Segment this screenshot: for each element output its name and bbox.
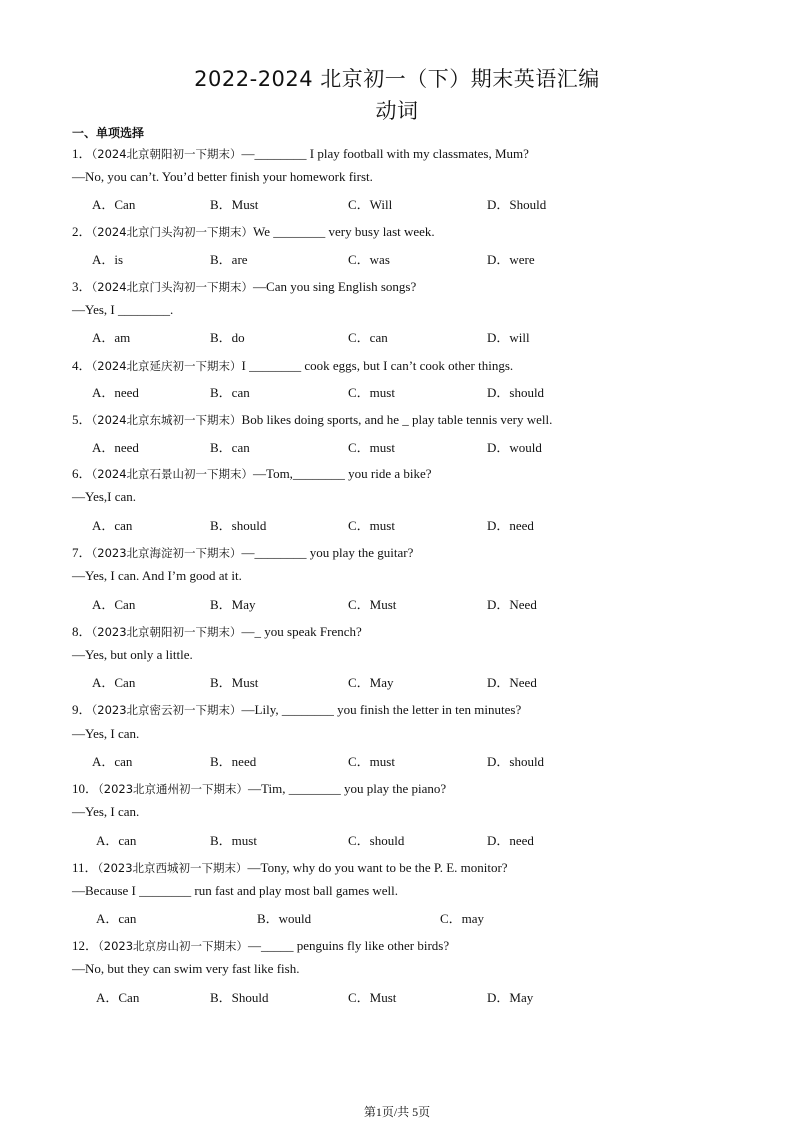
document-subtitle: 动词 <box>375 99 419 123</box>
option-d: D．should <box>487 754 545 769</box>
question-source: （2023北京密云初一下期末） <box>91 703 242 717</box>
option-b: B．do <box>210 330 245 345</box>
option-d: D．will <box>487 330 530 345</box>
question-number: 10． <box>72 781 99 796</box>
question-number: 4． <box>72 358 92 373</box>
question-stem <box>72 542 413 561</box>
option-d: D．need <box>487 518 534 533</box>
question-extra: —Yes, I can. <box>72 726 140 741</box>
option-a: A．need <box>92 440 139 455</box>
question-stem <box>72 355 513 374</box>
option-b: B．must <box>210 833 257 848</box>
question-text: —Lily, ________ you finish the letter in ten minutes? <box>241 702 522 717</box>
question-stem <box>72 621 362 640</box>
question-text: —________ I play football with my classmates, Mum? <box>241 146 529 161</box>
question-text: Bob likes doing sports, and he _ play table tennis very well. <box>241 412 553 427</box>
question-text: We ________ very busy last week. <box>253 224 435 239</box>
option-a: A．Can <box>92 197 136 212</box>
option-a: A．Can <box>92 675 136 690</box>
question-text: —Tim, ________ you play the piano? <box>248 781 447 796</box>
option-b: B．can <box>210 440 250 455</box>
option-c: C．must <box>348 754 395 769</box>
question-source: （2024北京东城初一下期末） <box>91 413 242 427</box>
question-number: 9． <box>72 702 92 717</box>
question-source: （2023北京朝阳初一下期末） <box>91 625 242 639</box>
question-text: —________ you play the guitar? <box>241 545 414 560</box>
question-source: （2024北京门头沟初一下期末） <box>91 280 254 294</box>
document-title: 2022-2024 北京初一（下）期末英语汇编 <box>194 67 600 91</box>
question-source: （2024北京石景山初一下期末） <box>91 467 254 481</box>
option-b: B．Must <box>210 197 259 212</box>
option-b: B．should <box>210 518 267 533</box>
option-c: C．should <box>348 833 405 848</box>
question-source: （2023北京西城初一下期末） <box>97 861 248 875</box>
option-b: B．are <box>210 252 248 267</box>
option-a: A．Can <box>92 597 136 612</box>
option-d: D．would <box>487 440 542 455</box>
question-text: —_ you speak French? <box>241 624 362 639</box>
question-number: 12． <box>72 938 99 953</box>
question-extra: —No, you can’t. You’d better finish your homework first. <box>72 169 373 184</box>
question-stem <box>72 857 508 876</box>
option-d: D．should <box>487 385 545 400</box>
question-source: （2024北京门头沟初一下期末） <box>91 225 254 239</box>
option-a: A．is <box>92 252 124 267</box>
option-b: B．Should <box>210 990 269 1005</box>
question-number: 5． <box>72 412 92 427</box>
page-footer: 第1页/共 5页 <box>363 1105 431 1119</box>
question-number: 2． <box>72 224 92 239</box>
question-stem <box>72 221 435 240</box>
question-number: 7． <box>72 545 92 560</box>
question-stem <box>72 463 432 482</box>
option-a: A．can <box>92 518 133 533</box>
question-text: I ________ cook eggs, but I can’t cook other things. <box>241 358 514 373</box>
option-c: C．Must <box>348 597 397 612</box>
option-c: C．must <box>348 440 395 455</box>
question-extra: —Yes, I can. <box>72 804 140 819</box>
option-a: A．Can <box>96 990 140 1005</box>
option-c: C．Must <box>348 990 397 1005</box>
option-c: C．may <box>440 911 485 926</box>
option-b: B．need <box>210 754 257 769</box>
option-b: B．May <box>210 597 256 612</box>
question-number: 11． <box>72 860 98 875</box>
question-number: 8． <box>72 624 92 639</box>
option-d: D．were <box>487 252 535 267</box>
option-c: C．was <box>348 252 390 267</box>
option-b: B．can <box>210 385 250 400</box>
question-stem <box>72 935 449 954</box>
option-c: C．must <box>348 385 395 400</box>
option-b: B．Must <box>210 675 259 690</box>
question-source: （2023北京海淀初一下期末） <box>91 546 242 560</box>
question-extra: —Yes,I can. <box>72 489 137 504</box>
option-c: C．must <box>348 518 395 533</box>
question-number: 1． <box>72 146 92 161</box>
question-text: —Can you sing English songs? <box>253 279 417 294</box>
question-source: （2023北京通州初一下期末） <box>98 782 249 796</box>
question-stem <box>72 276 416 295</box>
option-d: D．May <box>487 990 534 1005</box>
option-d: D．Need <box>487 597 537 612</box>
option-c: C．can <box>348 330 388 345</box>
question-stem <box>72 699 521 718</box>
question-source: （2024北京朝阳初一下期末） <box>91 147 242 161</box>
question-text: —Tony, why do you want to be the P. E. monitor? <box>247 860 508 875</box>
question-extra: —Yes, I ________. <box>72 302 174 317</box>
option-d: D．Need <box>487 675 537 690</box>
question-stem <box>72 409 552 428</box>
option-a: A．am <box>92 330 131 345</box>
option-a: A．can <box>96 911 137 926</box>
option-a: A．need <box>92 385 139 400</box>
question-number: 3． <box>72 279 92 294</box>
section-heading: 一、单项选择 <box>72 126 145 140</box>
option-a: A．can <box>92 754 133 769</box>
question-number: 6． <box>72 466 92 481</box>
question-extra: —Yes, but only a little. <box>72 647 193 662</box>
question-extra: —Because I ________ run fast and play most ball games well. <box>72 883 399 898</box>
question-source: （2023北京房山初一下期末） <box>98 939 249 953</box>
option-d: D．need <box>487 833 534 848</box>
option-d: D．Should <box>487 197 547 212</box>
option-b: B．would <box>257 911 312 926</box>
option-c: C．May <box>348 675 394 690</box>
option-c: C．Will <box>348 197 393 212</box>
question-stem <box>72 778 446 797</box>
option-a: A．can <box>96 833 137 848</box>
question-source: （2024北京延庆初一下期末） <box>91 359 242 373</box>
question-extra: —Yes, I can. And I’m good at it. <box>72 568 242 583</box>
question-extra: —No, but they can swim very fast like fish. <box>72 961 300 976</box>
question-text: —_____ penguins fly like other birds? <box>248 938 450 953</box>
question-text: —Tom,________ you ride a bike? <box>253 466 432 481</box>
question-stem <box>72 143 529 162</box>
